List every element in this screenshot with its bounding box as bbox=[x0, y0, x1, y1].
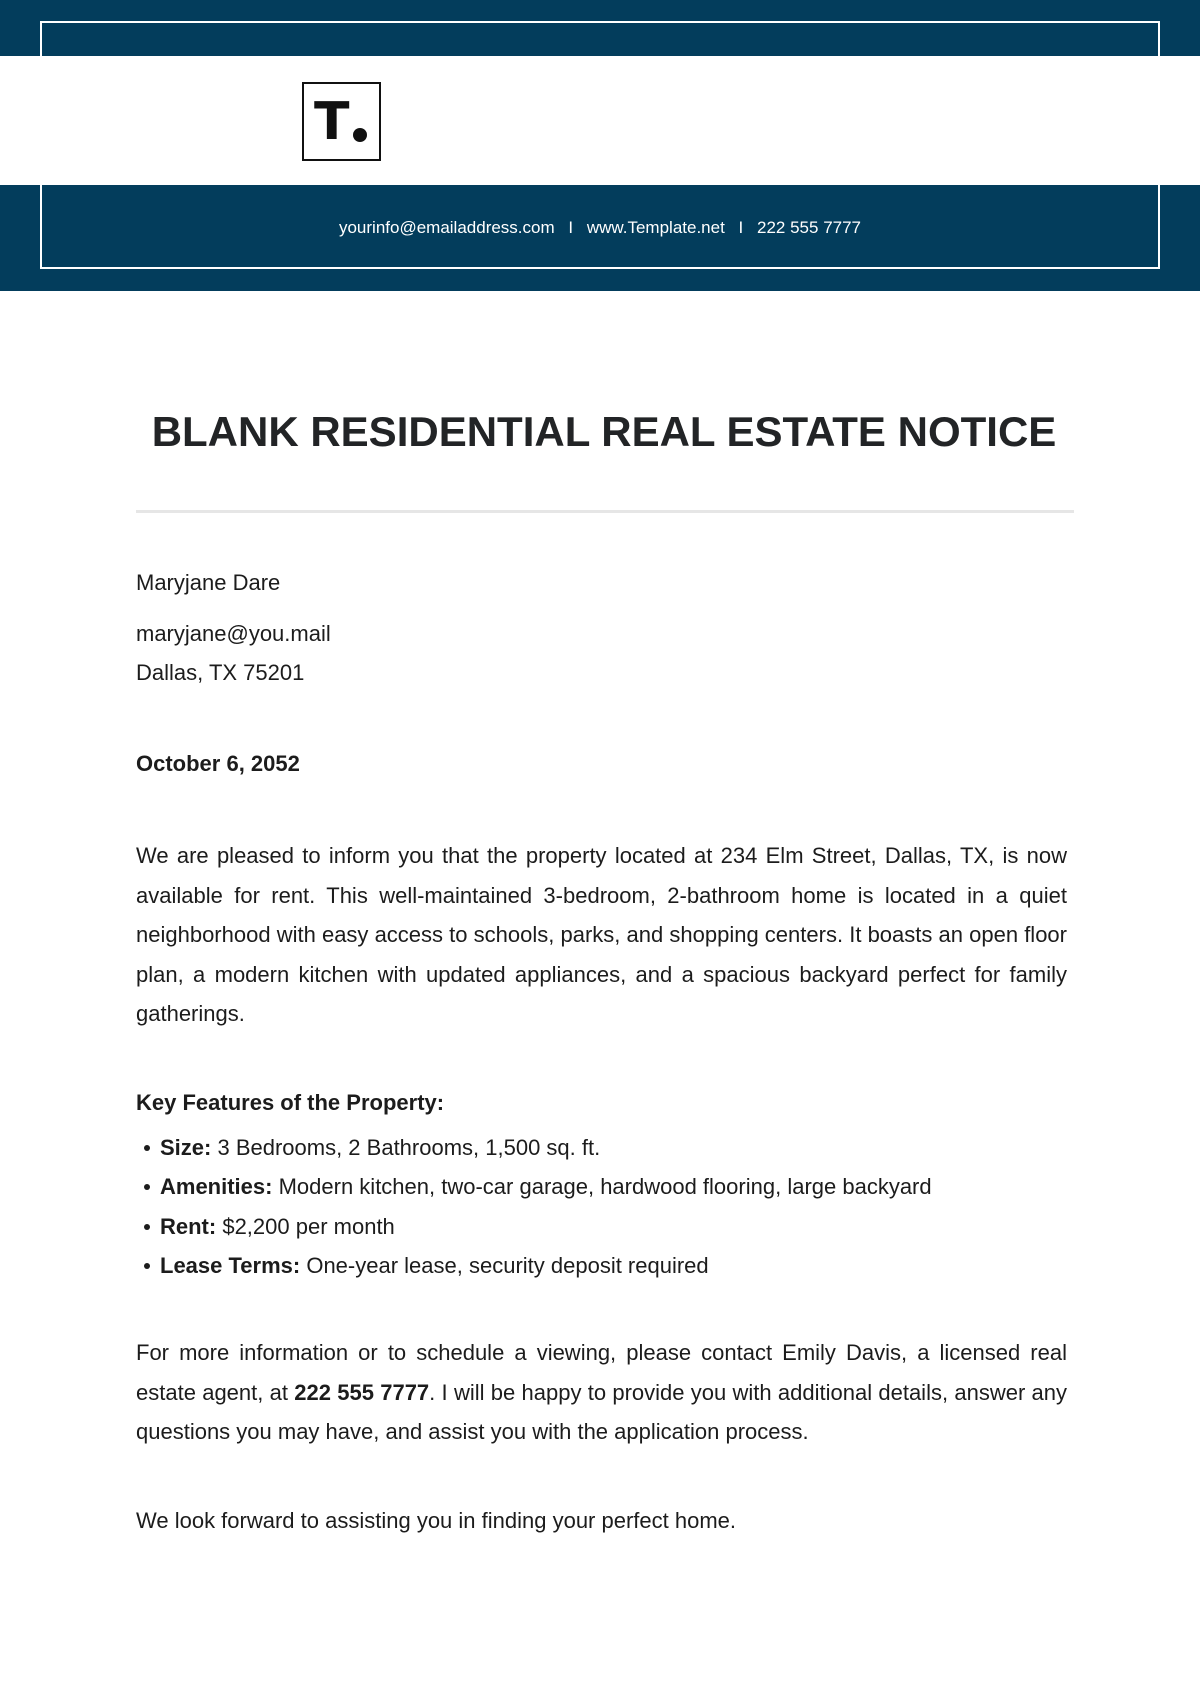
features-heading: Key Features of the Property: bbox=[136, 1090, 445, 1115]
feature-item bbox=[136, 1128, 1067, 1168]
closing-line: We look forward to assisting you in finding your perfect home. bbox=[136, 1508, 737, 1533]
feature-value: 3 Bedrooms, 2 Bathrooms, 1,500 sq. ft. bbox=[211, 1134, 601, 1160]
contact-paragraph bbox=[136, 1333, 1067, 1452]
features-list bbox=[136, 1128, 1067, 1286]
document-date: October 6, 2052 bbox=[136, 751, 300, 776]
feature-value: One-year lease, security deposit required bbox=[300, 1253, 709, 1278]
contact-text-after: . I will be happy to provide you with additional details, answer any questions you may have, and assist you with the application process. bbox=[136, 1379, 1068, 1444]
features-section bbox=[136, 1088, 1067, 1286]
feature-item bbox=[136, 1207, 1067, 1247]
header-website: www.Template.net bbox=[586, 218, 725, 237]
header-separator: I bbox=[738, 218, 744, 237]
intro-paragraph: We are pleased to inform you that the property located at 234 Elm Street, Dallas, TX, is now available for rent. This well-maintained 3-bedroom, 2-bathroom home is located in a quiet neighborhood with easy access to schools, parks, and shopping centers. It boasts an open floor plan, a modern kitchen with updated appliances, and a spacious backyard perfect for family gatherings. bbox=[136, 843, 1067, 1026]
feature-label: Rent: bbox=[160, 1213, 217, 1239]
feature-value: $2,200 per month bbox=[216, 1213, 395, 1239]
feature-label: Amenities: bbox=[160, 1174, 273, 1199]
feature-value: Modern kitchen, two-car garage, hardwood flooring, large backyard bbox=[272, 1174, 932, 1199]
feature-item bbox=[136, 1167, 1067, 1207]
feature-label: Lease Terms: bbox=[160, 1253, 301, 1278]
bullet-icon bbox=[144, 1184, 150, 1190]
header-phone: 222 555 7777 bbox=[757, 218, 862, 237]
document-title: BLANK RESIDENTIAL REAL ESTATE NOTICE bbox=[151, 408, 1057, 455]
agent-phone: 222 555 7777 bbox=[294, 1379, 430, 1405]
feature-label: Size: bbox=[160, 1134, 212, 1160]
header-contact-line bbox=[0, 217, 1200, 239]
contact-text-before: For more information or to schedule a viewing, please contact Emily Davis, a licensed real estate agent, at bbox=[136, 1340, 1067, 1405]
feature-item bbox=[136, 1246, 1067, 1286]
title-divider bbox=[136, 510, 1074, 513]
recipient-email: maryjane@you.mail bbox=[136, 621, 331, 646]
bullet-icon bbox=[144, 1145, 150, 1151]
logo-dot-icon bbox=[353, 128, 367, 142]
header-separator: I bbox=[568, 218, 574, 237]
company-logo bbox=[302, 82, 381, 161]
header-email: yourinfo@emailaddress.com bbox=[338, 218, 555, 237]
recipient-name: Maryjane Dare bbox=[136, 570, 281, 595]
bullet-icon bbox=[144, 1263, 150, 1269]
recipient-location: Dallas, TX 75201 bbox=[136, 660, 305, 685]
bullet-icon bbox=[144, 1224, 150, 1230]
logo-letter: T bbox=[314, 92, 348, 152]
